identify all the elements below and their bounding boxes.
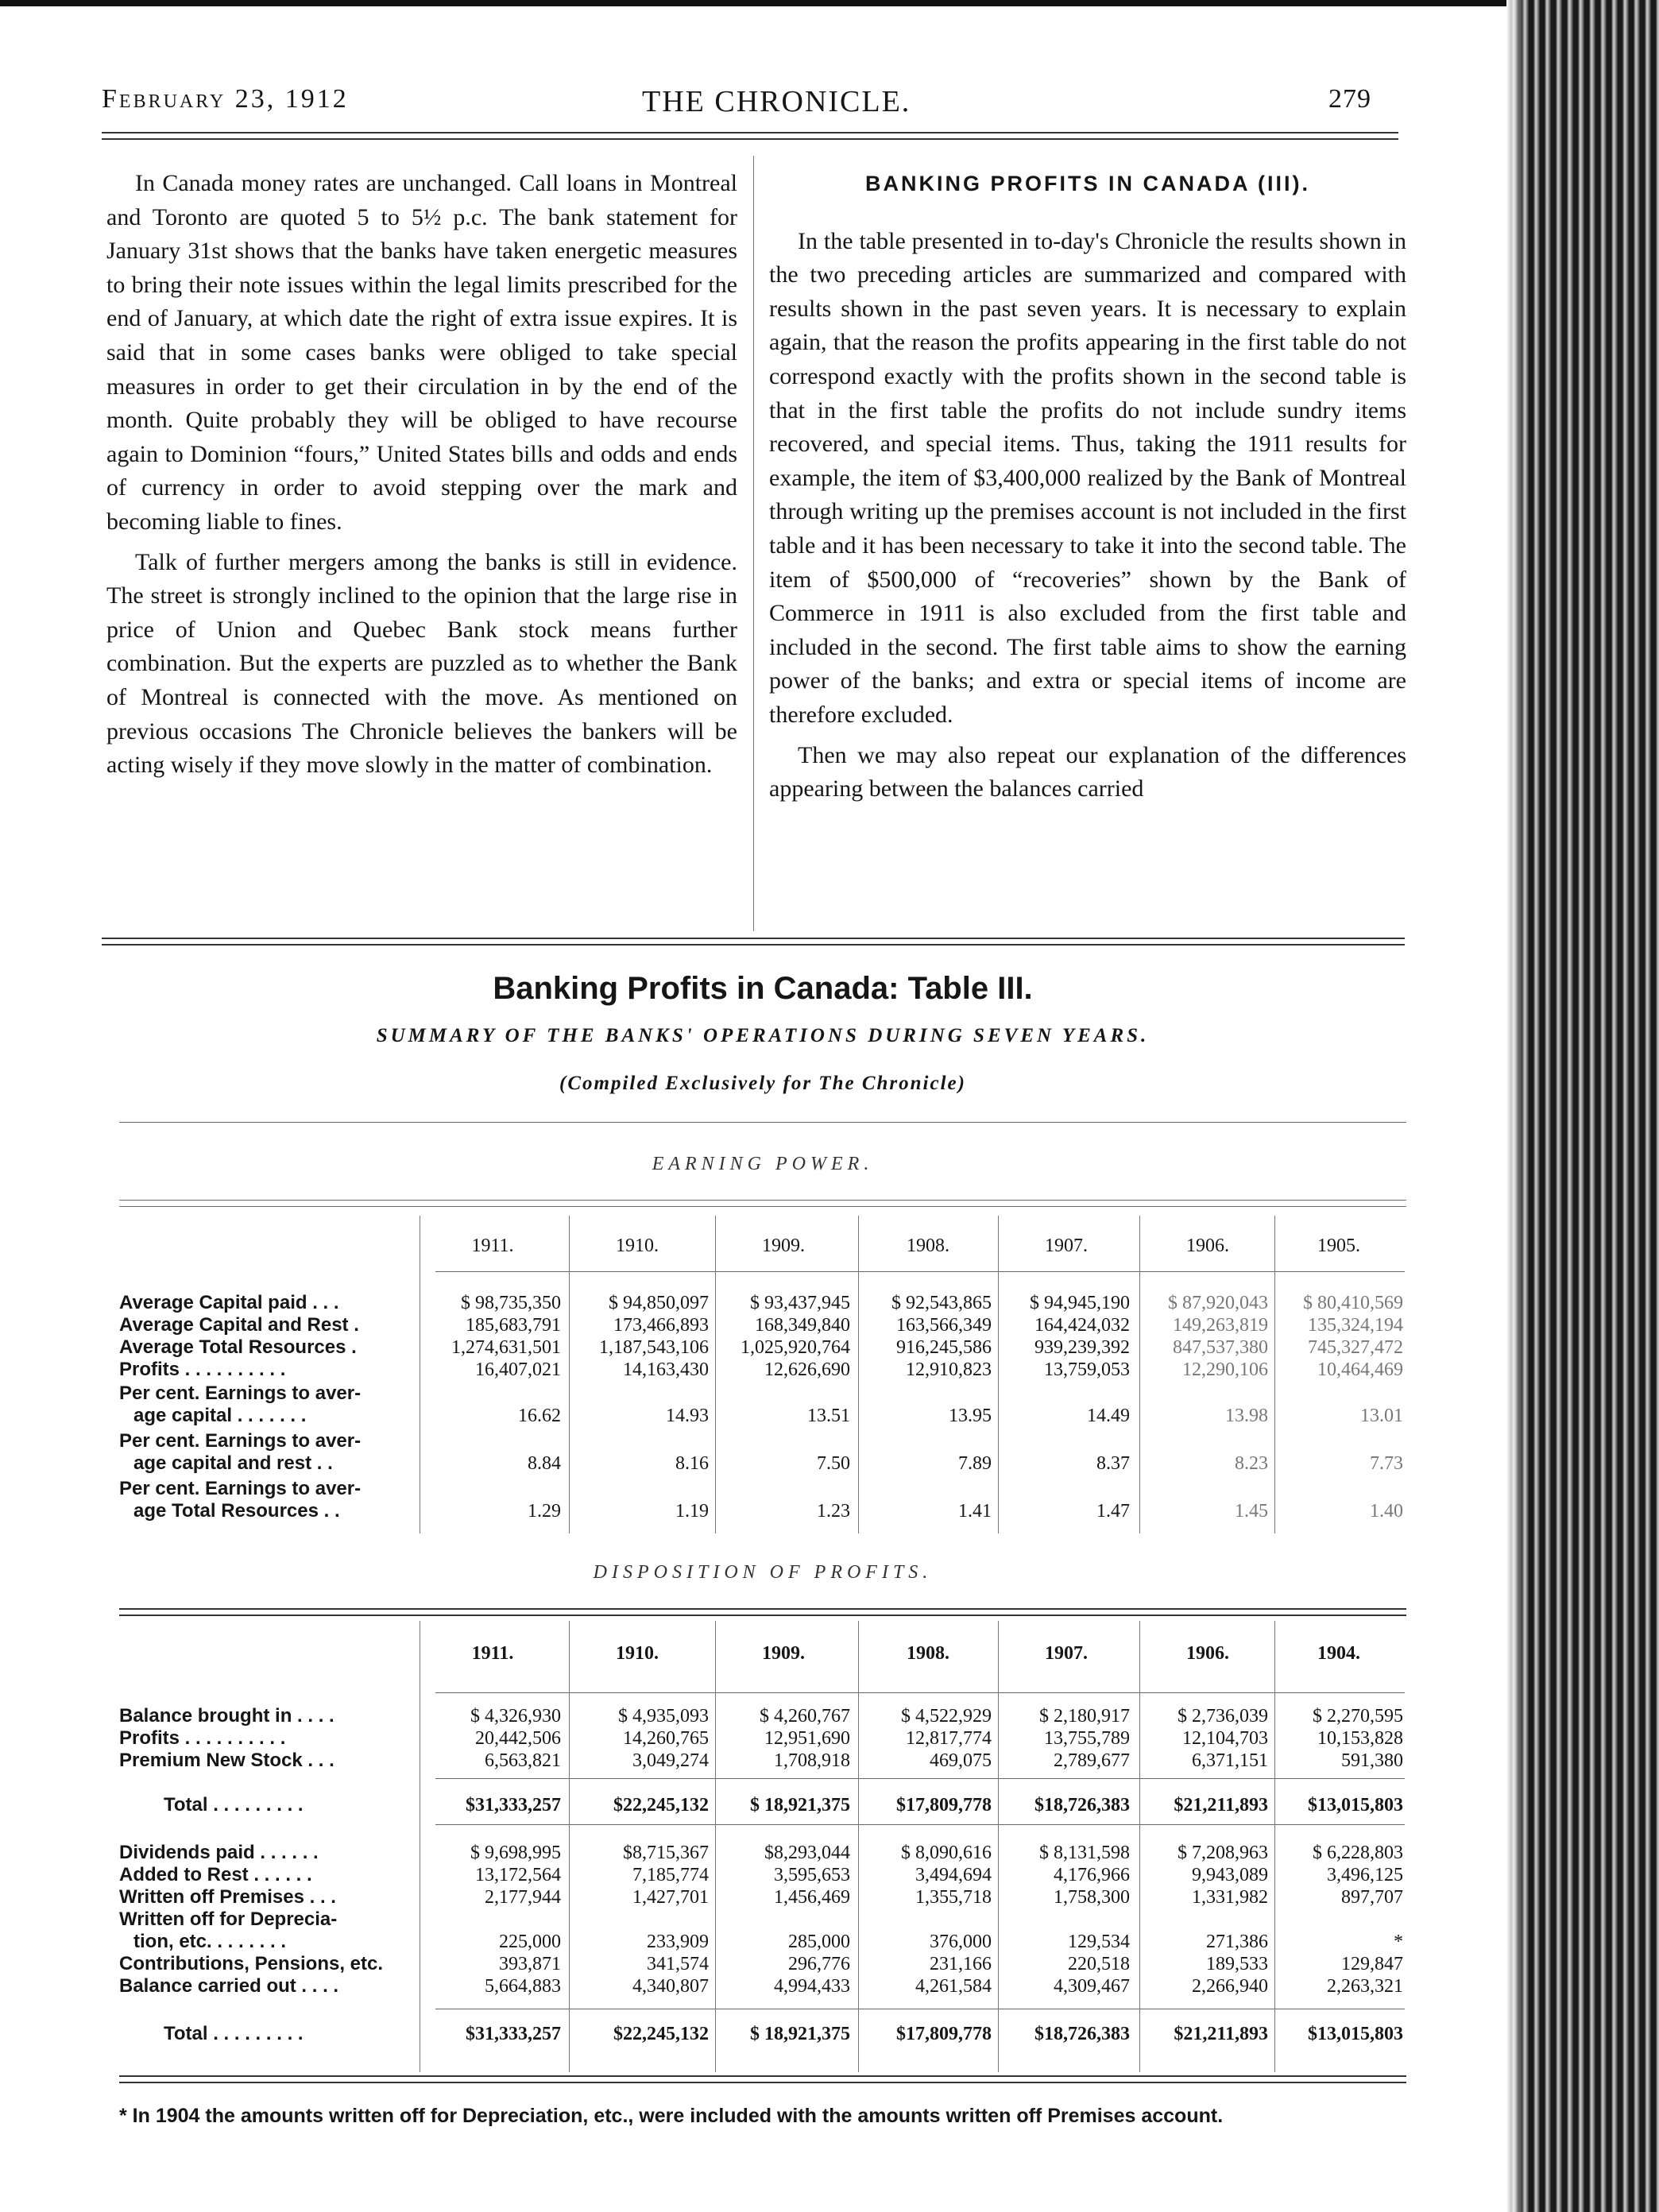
table-cell: 173,466,893 [613, 1315, 709, 1336]
table-cell: $ 80,410,569 [1303, 1293, 1403, 1313]
table-cell: $13,015,803 [1308, 1795, 1403, 1816]
row-label-written-depreciation: Written off for Deprecia- [119, 1908, 338, 1930]
column-rule [1139, 1216, 1140, 1533]
table-cell: 12,817,774 [906, 1728, 992, 1749]
table-cell: 1.41 [958, 1501, 992, 1522]
table-cell: $8,715,367 [623, 1843, 709, 1863]
article-heading: BANKING PROFITS IN CANADA (III). [865, 172, 1310, 195]
table-cell: 14,163,430 [623, 1359, 709, 1380]
table-cell: * [1394, 1932, 1403, 1952]
table-cell: 16,407,021 [475, 1359, 561, 1380]
table-cell: 6,563,821 [485, 1750, 561, 1771]
row-label-pct-capital: Per cent. Earnings to aver- [119, 1382, 362, 1404]
table-cell: 4,340,807 [632, 1976, 709, 1997]
table-cell: 8.84 [528, 1453, 561, 1474]
table-cell: 1,427,701 [632, 1887, 709, 1908]
column-rule [1139, 1621, 1140, 2072]
table-cell: 189,533 [1206, 1954, 1268, 1974]
table-cell: 1.23 [817, 1501, 850, 1522]
table-cell: 1,331,982 [1192, 1887, 1268, 1908]
table-cell: 220,518 [1068, 1954, 1130, 1974]
year-header: 1908. [907, 1236, 949, 1256]
table-cell: 12,626,690 [764, 1359, 850, 1380]
table-cell: 4,261,584 [915, 1976, 992, 1997]
row-label-avg-capital: Average Capital paid . . . [119, 1292, 339, 1313]
table-cell: 939,239,392 [1034, 1337, 1130, 1358]
column-rule [1274, 1216, 1275, 1533]
table-cell: 5,664,883 [485, 1976, 561, 1997]
table-cell: $8,293,044 [764, 1843, 850, 1863]
table-cell: 1.47 [1096, 1501, 1130, 1522]
table-cell: 8.23 [1235, 1453, 1268, 1474]
column-rule [715, 1621, 716, 2072]
year-header: 1907. [1045, 1236, 1088, 1256]
table-cell: 1,025,920,764 [741, 1337, 850, 1358]
table-cell: 3,496,125 [1327, 1865, 1403, 1885]
table-cell: 3,494,694 [915, 1865, 992, 1885]
year-header: 1911. [471, 1643, 514, 1664]
table-title: Banking Profits in Canada: Table III. [493, 971, 1033, 1006]
table-cell: $31,333,257 [466, 1795, 561, 1816]
page-number: 279 [1328, 84, 1371, 114]
table-subtitle: SUMMARY OF THE BANKS' OPERATIONS DURING SEVEN YEARS. [376, 1025, 1150, 1046]
row-label-pct-resources-cont: age Total Resources . . [133, 1500, 340, 1522]
table-cell: 1,355,718 [915, 1887, 992, 1908]
year-header: 1906. [1186, 1236, 1229, 1256]
table-cell: 129,847 [1341, 1954, 1403, 1974]
table-rule [435, 1824, 1405, 1825]
column-rule [569, 1216, 570, 1533]
header-rule [102, 132, 1398, 140]
row-label-pct-capital-rest: Per cent. Earnings to aver- [119, 1430, 362, 1452]
table-cell: 8.37 [1096, 1453, 1130, 1474]
table-cell: 4,994,433 [774, 1976, 850, 1997]
table-cell: $ 94,850,097 [609, 1293, 709, 1313]
table-cell: $ 4,326,930 [470, 1706, 561, 1727]
column-rule [715, 1216, 716, 1533]
year-header: 1908. [907, 1643, 949, 1664]
table-cell: 13.95 [949, 1406, 992, 1426]
table-cell: 7.50 [817, 1453, 850, 1474]
year-header: 1910. [616, 1236, 659, 1256]
column-rule [858, 1216, 859, 1533]
row-label-balance-in: Balance brought in . . . . [119, 1705, 335, 1727]
table-cell: 3,049,274 [632, 1750, 709, 1771]
table-cell: 233,909 [647, 1932, 709, 1952]
paragraph: In Canada money rates are unchanged. Call loans in Montreal and Toronto are quoted 5 to 5½ p.c. The bank statement for January 31st shows that the banks have taken energetic measures to bring their note issues within the legal limits prescribed for the end of January, at which date the right of extra issue expires. It is said that in some cases banks were obliged to take special measures in order to get their circulation in by the end of the month. Quite probably they will be obliged to have recourse again to Dominion “fours,” United States bills and odds and ends of currency in order to avoid stepping over the mark and becoming liable to fines. [106, 170, 737, 535]
row-label-total: Total . . . . . . . . . [164, 1794, 304, 1816]
table-footnote: * In 1904 the amounts written off for Depreciation, etc., were included with the amounts written off Premises account. [119, 2105, 1224, 2127]
table-cell: $ 4,522,929 [901, 1706, 992, 1727]
scan-top-edge [0, 0, 1659, 6]
table-cell: 341,574 [647, 1954, 709, 1974]
table-cell: $22,245,132 [613, 1795, 709, 1816]
table-cell: 916,245,586 [896, 1337, 992, 1358]
table-cell: 1,758,300 [1054, 1887, 1130, 1908]
row-label-profits: Profits . . . . . . . . . . [119, 1359, 286, 1380]
year-header: 1909. [762, 1643, 805, 1664]
row-label-written-premises: Written off Premises . . . [119, 1886, 336, 1908]
table-cell: $17,809,778 [896, 1795, 992, 1816]
table-cell: 4,176,966 [1054, 1865, 1130, 1885]
paragraph: Then we may also repeat our explanation of the differences appearing between the balances carried [769, 741, 1406, 802]
table-cell: $ 9,698,995 [470, 1843, 561, 1863]
table-cell: 7,185,774 [632, 1865, 709, 1885]
row-label-premium: Premium New Stock . . . [119, 1750, 335, 1771]
table-cell: $ 2,180,917 [1039, 1706, 1130, 1727]
table-cell: 1,187,543,106 [599, 1337, 709, 1358]
column-divider [753, 156, 754, 931]
year-header: 1905. [1317, 1236, 1360, 1256]
table-cell: $18,726,383 [1034, 2024, 1130, 2044]
table-cell: 1,456,469 [774, 1887, 850, 1908]
table-cell: 1,274,631,501 [451, 1337, 561, 1358]
table-cell: 2,789,677 [1054, 1750, 1130, 1771]
year-header: 1910. [616, 1643, 659, 1664]
year-header: 1907. [1045, 1643, 1088, 1664]
table-cell: 12,290,106 [1182, 1359, 1268, 1380]
row-label-pct-capital-cont: age capital . . . . . . . [133, 1405, 307, 1426]
right-column-article [769, 167, 1406, 806]
table-cell: $ 6,228,803 [1313, 1843, 1403, 1863]
table-cell: 847,537,380 [1173, 1337, 1268, 1358]
table-cell: 129,534 [1068, 1932, 1130, 1952]
table-cell: 6,371,151 [1192, 1750, 1268, 1771]
row-label-balance-out: Balance carried out . . . . [119, 1975, 339, 1997]
column-rule [1274, 1621, 1275, 2072]
table-cell: 14.93 [666, 1406, 709, 1426]
publication-title: THE CHRONICLE. [642, 85, 911, 118]
table-cell: 897,707 [1341, 1887, 1403, 1908]
table-cell: 13.98 [1225, 1406, 1268, 1426]
table-cell: 20,442,506 [475, 1728, 561, 1749]
paragraph: In the table presented in to-day's Chronicle the results shown in the two preceding articles are summarized and compared with results shown in the past seven years. It is necessary to explain again, that the reason the profits appearing in the first table do not correspond exactly with the profits shown in the second table is that in the first table the profits do not include sundry items recovered, and special items. Thus, taking the 1911 results for example, the item of $3,400,000 realized by the Bank of Montreal through writing up the premises account is not included in the first table and it has been necessary to take it into the second table. The item of $500,000 of “recoveries” shown by the Bank of Commerce in 1911 is also excluded from the first table and included in the second. The first table aims to show the earning power of the banks; and extra or special items of income are therefore excluded. [769, 227, 1406, 728]
table-cell: $17,809,778 [896, 2024, 992, 2044]
row-label-contributions: Contributions, Pensions, etc. [119, 1953, 384, 1974]
year-header: 1909. [762, 1236, 805, 1256]
table-cell: 591,380 [1341, 1750, 1403, 1771]
table-cell: $13,015,803 [1308, 2024, 1403, 2044]
table-cell: 271,386 [1206, 1932, 1268, 1952]
column-rule [569, 1621, 570, 2072]
table-cell: 10,153,828 [1317, 1728, 1403, 1749]
table-cell: 745,327,472 [1308, 1337, 1403, 1358]
table-cell: $ 92,543,865 [891, 1293, 992, 1313]
table-cell: 7.89 [958, 1453, 992, 1474]
table-cell: 149,263,819 [1173, 1315, 1268, 1336]
paragraph: Talk of further mergers among the banks is still in evidence. The street is strongly inclined to the opinion that the large rise in price of Union and Quebec Bank stock means further combination. But the experts are puzzled as to whether the Bank of Montreal is connected with the move. As mentioned on previous occasions The Chronicle believes the bankers will be acting wisely if they move slowly in the matter of combination. [106, 548, 737, 779]
table-cell: 9,943,089 [1192, 1865, 1268, 1885]
table-cell: 16.62 [518, 1406, 561, 1426]
table-cell: 376,000 [930, 1932, 992, 1952]
row-label-added-rest: Added to Rest . . . . . . [119, 1864, 312, 1885]
table-cell: 14.49 [1087, 1406, 1130, 1426]
table-cell: $ 7,208,963 [1178, 1843, 1268, 1863]
table-cell: 2,263,321 [1327, 1976, 1403, 1997]
table-rule [119, 1122, 1406, 1123]
table-cell: 225,000 [499, 1932, 561, 1952]
row-label-pct-resources: Per cent. Earnings to aver- [119, 1478, 362, 1499]
table-compiled-note: (Compiled Exclusively for The Chronicle) [559, 1073, 966, 1094]
table-cell: 1,708,918 [774, 1750, 850, 1771]
table-cell: 296,776 [788, 1954, 850, 1974]
left-column-article [106, 167, 737, 783]
year-header: 1911. [471, 1236, 514, 1256]
issue-date: February 23, 1912 [102, 84, 349, 114]
disposition-heading: DISPOSITION OF PROFITS. [593, 1562, 933, 1583]
table-cell: 393,871 [499, 1954, 561, 1974]
table-cell: 13,755,789 [1044, 1728, 1130, 1749]
table-cell: $ 2,736,039 [1178, 1706, 1268, 1727]
table-cell: $31,333,257 [466, 2024, 561, 2044]
table-cell: 12,104,703 [1182, 1728, 1268, 1749]
table-rule [119, 2075, 1406, 2083]
row-label-profits: Profits . . . . . . . . . . [119, 1727, 286, 1749]
table-cell: 1.40 [1370, 1501, 1403, 1522]
table-cell: 2,177,944 [485, 1887, 561, 1908]
column-rule [998, 1216, 999, 1533]
table-rule [435, 1778, 1405, 1779]
table-cell: 285,000 [788, 1932, 850, 1952]
table-cell: $ 18,921,375 [750, 2024, 850, 2044]
table-cell: $ 4,260,767 [760, 1706, 850, 1727]
column-rule [998, 1621, 999, 2072]
row-label-pct-capital-rest-cont: age capital and rest . . [133, 1452, 333, 1474]
table-rule [435, 1692, 1405, 1693]
row-label-written-depreciation-cont: tion, etc. . . . . . . . [133, 1931, 287, 1952]
table-cell: 1.29 [528, 1501, 561, 1522]
table-cell: $ 2,270,595 [1313, 1706, 1403, 1727]
table-cell: $ 87,920,043 [1168, 1293, 1268, 1313]
table-cell: $22,245,132 [613, 2024, 709, 2044]
table-cell: $21,211,893 [1174, 1795, 1268, 1816]
table-cell: 168,349,840 [755, 1315, 850, 1336]
table-rule [119, 1608, 1406, 1616]
table-cell: $21,211,893 [1174, 2024, 1268, 2044]
table-cell: 13.01 [1360, 1406, 1403, 1426]
table-cell: 164,424,032 [1034, 1315, 1130, 1336]
earning-power-heading: EARNING POWER. [652, 1154, 874, 1174]
table-cell: $ 94,945,190 [1030, 1293, 1130, 1313]
table-rule [435, 1271, 1405, 1272]
table-cell: 231,166 [930, 1954, 992, 1974]
table-cell: 14,260,765 [623, 1728, 709, 1749]
table-cell: 2,266,940 [1192, 1976, 1268, 1997]
table-rule [119, 1206, 1406, 1207]
year-header: 1904. [1317, 1643, 1360, 1664]
table-cell: $ 93,437,945 [750, 1293, 850, 1313]
year-header: 1906. [1186, 1643, 1229, 1664]
table-cell: 13,172,564 [475, 1865, 561, 1885]
row-label-dividends: Dividends paid . . . . . . [119, 1842, 319, 1863]
table-cell: 1.45 [1235, 1501, 1268, 1522]
table-cell: $ 98,735,350 [461, 1293, 561, 1313]
table-cell: 12,951,690 [764, 1728, 850, 1749]
table-cell: 12,910,823 [906, 1359, 992, 1380]
table-cell: 469,075 [930, 1750, 992, 1771]
column-rule [858, 1621, 859, 2072]
row-label-total: Total . . . . . . . . . [164, 2023, 304, 2044]
table-cell: $ 18,921,375 [750, 1795, 850, 1816]
row-label-avg-capital-rest: Average Capital and Rest . [119, 1314, 359, 1336]
table-cell: 13,759,053 [1044, 1359, 1130, 1380]
row-label-avg-resources: Average Total Resources . [119, 1336, 357, 1358]
table-cell: 185,683,791 [466, 1315, 561, 1336]
table-cell: 4,309,467 [1054, 1976, 1130, 1997]
table-cell: $ 4,935,093 [618, 1706, 709, 1727]
table-cell: 7.73 [1370, 1453, 1403, 1474]
table-cell: $ 8,090,616 [901, 1843, 992, 1863]
table-cell: 163,566,349 [896, 1315, 992, 1336]
table-cell: 13.51 [807, 1406, 850, 1426]
table-cell: $ 8,131,598 [1039, 1843, 1130, 1863]
table-cell: $18,726,383 [1034, 1795, 1130, 1816]
table-cell: 3,595,653 [774, 1865, 850, 1885]
table-cell: 10,464,469 [1317, 1359, 1403, 1380]
book-page-edges [1506, 0, 1659, 2212]
table-cell: 1.19 [675, 1501, 709, 1522]
section-rule [102, 938, 1405, 946]
table-rule [119, 1200, 1406, 1201]
table-cell: 8.16 [675, 1453, 709, 1474]
table-cell: 135,324,194 [1308, 1315, 1403, 1336]
